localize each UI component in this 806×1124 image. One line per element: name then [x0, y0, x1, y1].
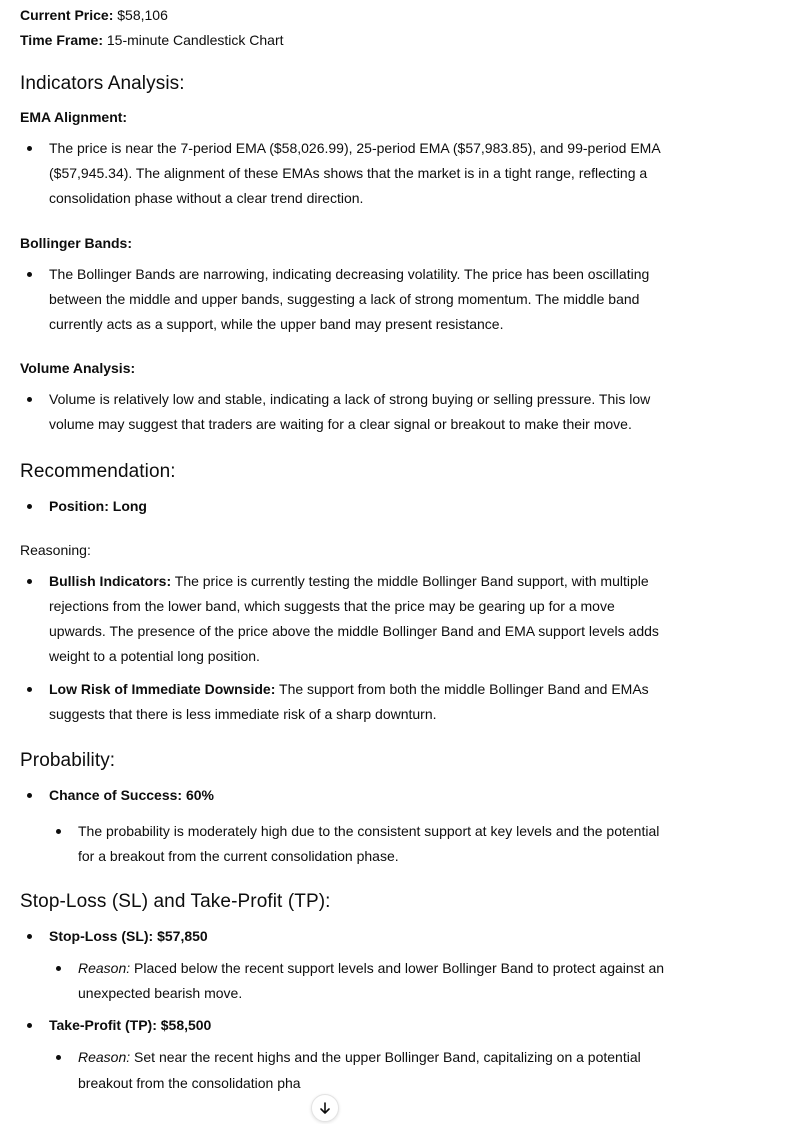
scroll-to-bottom-button[interactable] — [311, 1094, 339, 1122]
ema-title: EMA Alignment: — [20, 109, 128, 125]
position-list — [20, 494, 670, 519]
reasoning-item-bullish — [20, 569, 670, 670]
chance-item: Chance of Success: 60% — [20, 783, 670, 808]
probability-sub-list — [20, 819, 670, 869]
probability-text: The probability is moderately high due to the consistent support at key levels and the potential for a breakout from the current consolidation phase. — [49, 819, 670, 869]
volume-text: Volume is relatively low and stable, indicating a lack of strong buying or selling pressure. This low volume may suggest that traders are waiting for a clear signal or breakout to make their move. — [20, 387, 670, 437]
sl-reason-text: Placed below the recent support levels and lower Bollinger Band to protect against an unexpected bearish move. — [78, 959, 665, 1002]
bollinger-text: The Bollinger Bands are narrowing, indicating decreasing volatility. The price has been oscillating between the middle and upper bands, suggesting a lack of strong momentum. The middle band currently acts as a support, while the upper band may present resistance. — [20, 262, 670, 338]
time-frame-value: 15-minute Candlestick Chart — [106, 32, 284, 48]
current-price-label: Current Price: — [20, 7, 114, 23]
recommendation-heading: Recommendation: — [20, 460, 176, 482]
sl-list — [20, 924, 670, 949]
probability-heading: Probability: — [20, 750, 116, 772]
volume-title: Volume Analysis: — [20, 360, 136, 377]
reasoning-title: Reasoning: — [20, 541, 91, 558]
sl-sub-list — [20, 956, 670, 1006]
probability-list — [20, 783, 670, 808]
tp-reason — [49, 1045, 670, 1095]
volume-list — [20, 387, 670, 437]
current-price-line — [20, 3, 670, 28]
ema-text: The price is near the 7-period EMA ($58,026.99), 25-period EMA ($57,983.85), and 99-period EMA ($57,945.34). The alignment of these EMAs shows that the market is in a tight range, reflecting a consolidation phase without a clear trend direction. — [20, 136, 670, 212]
bollinger-list — [20, 262, 670, 338]
reasoning-list — [20, 569, 670, 727]
time-frame-label: Time Frame: — [20, 32, 103, 48]
position-item: Position: Long — [20, 494, 670, 519]
arrow-down-icon — [318, 1101, 332, 1115]
tp-reason-text: Set near the recent highs and the upper Bollinger Band, capitalizing on a potential breakout from the consolidation pha — [78, 1049, 641, 1091]
time-frame-line — [20, 28, 670, 53]
current-price-value: $58,106 — [117, 7, 168, 23]
bollinger-title: Bollinger Bands: — [20, 234, 133, 251]
sl-reason-label: Reason: — [78, 959, 131, 976]
downside-text: The support from both the middle Bollinger Band and EMAs suggests that there is less immediate risk of a sharp downturn. — [49, 680, 649, 722]
downside-label: Low Risk of Immediate Downside: — [49, 680, 276, 697]
indicators-heading: Indicators Analysis: — [20, 73, 185, 94]
reasoning-item-downside — [20, 677, 670, 727]
tp-sub-list — [20, 1045, 670, 1095]
tp-list — [20, 1013, 670, 1038]
ema-list — [20, 136, 670, 212]
stop-loss-item: Stop-Loss (SL): $57,850 — [20, 924, 670, 949]
sl-reason — [49, 956, 670, 1006]
bullish-text: The price is currently testing the middle Bollinger Band support, with multiple rejections from the lower band, which suggests that the price may be gearing up for a move upwards. The presence of the price above the middle Bollinger Band and EMA support levels adds weight to a potential long position. — [49, 572, 659, 665]
analysis-content — [20, 0, 670, 1096]
sltp-heading: Stop-Loss (SL) and Take-Profit (TP): — [20, 890, 331, 912]
bullish-label: Bullish Indicators: — [49, 572, 172, 589]
take-profit-item: Take-Profit (TP): $58,500 — [20, 1013, 670, 1038]
tp-reason-label: Reason: — [78, 1049, 131, 1066]
